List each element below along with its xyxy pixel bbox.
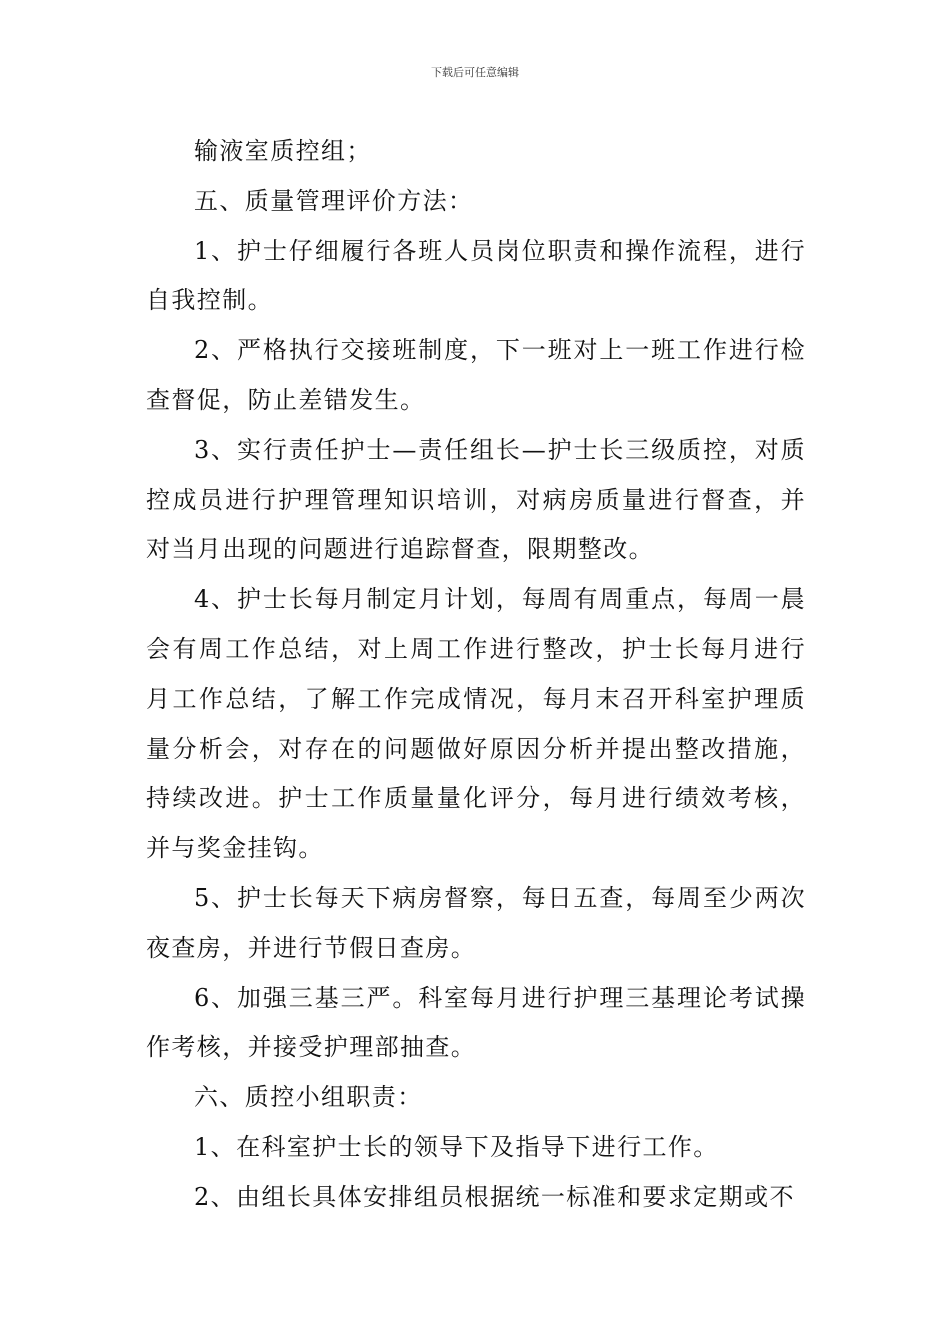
heading-quality-evaluation-methods: 五、质量管理评价方法：	[194, 186, 474, 215]
paragraph-method-2: 2、严格执行交接班制度，下一班对上一班工作进行检查督促，防止差错发生。	[146, 336, 806, 414]
paragraph-method-6: 6、加强三基三严。科室每月进行护理三基理论考试操作考核，并接受护理部抽查。	[146, 983, 806, 1062]
paragraph-infusion-room-group: 输液室质控组；	[194, 137, 372, 165]
paragraph-duty-2: 2、由组长具体安排组员根据统一标准和要求定期或不	[194, 1182, 795, 1211]
page-header-note: 下载后可任意编辑	[431, 66, 519, 79]
paragraph-method-4: 4、护士长每月制定月计划，每周有周重点，每周一晨会有周工作总结，对上周工作进行整改，护士长每月进行月工作总结，了解工作完成情况，每月末召开科室护理质量分析会，对存在的问题做好原因分析并提出整改措施，持续改进。护士工作质量量化评分，每月进行绩效考核，并与奖金挂钩。	[146, 585, 806, 863]
paragraph-duty-1: 1、在科室护士长的领导下及指导下进行工作。	[194, 1132, 719, 1161]
paragraph-method-3: 3、实行责任护士—责任组长—护士长三级质控，对质控成员进行护理管理知识培训，对病房质量进行督查，并对当月出现的问题进行追踪督查，限期整改。	[146, 435, 806, 564]
heading-qc-group-duties: 六、质控小组职责：	[194, 1083, 423, 1112]
paragraph-method-5: 5、护士长每天下病房督察，每日五查，每周至少两次夜查房，并进行节假日查房。	[146, 883, 806, 962]
paragraph-method-1: 1、护士仔细履行各班人员岗位职责和操作流程，进行自我控制。	[146, 236, 806, 315]
document-body	[146, 127, 806, 1223]
